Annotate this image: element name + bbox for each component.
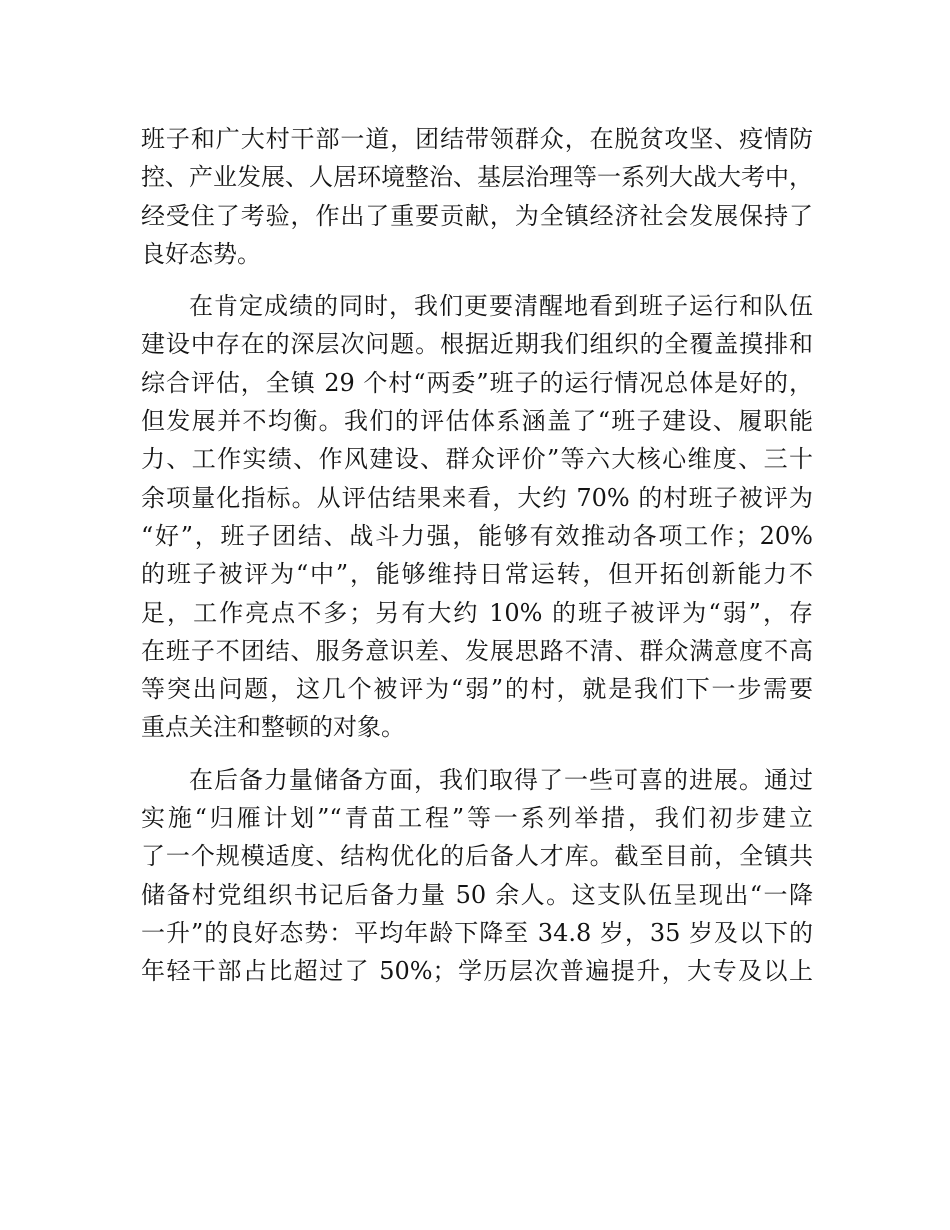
text-line: 在班子不团结、服务意识差、发展思路不清、群众满意度不高 [141, 636, 813, 665]
text-line: 但发展并不均衡。我们的评估体系涵盖了“班子建设、履职能 [141, 407, 813, 436]
text-line: 力、工作实绩、作风建设、群众评价”等六大核心维度、三十 [141, 445, 813, 474]
text-line: 的班子被评为“中”，能够维持日常运转，但开拓创新能力不 [141, 560, 813, 589]
text-line: 一升”的良好态势：平均年龄下降至 34.8 岁，35 岁及以下的 [141, 918, 813, 947]
text-line: 年轻干部占比超过了 50%；学历层次普遍提升，大专及以上 [141, 957, 813, 986]
paragraph-1 [141, 120, 813, 273]
text-line: 在肯定成绩的同时，我们更要清醒地看到班子运行和队伍 [189, 292, 813, 321]
text-line: 等突出问题，这几个被评为“弱”的村，就是我们下一步需要 [141, 675, 813, 704]
paragraph-2 [141, 287, 813, 747]
text-line: 重点关注和整顿的对象。 [141, 713, 405, 742]
text-line: 足，工作亮点不多；另有大约 10% 的班子被评为“弱”，存 [141, 598, 813, 627]
text-line: 余项量化指标。从评估结果来看，大约 70% 的村班子被评为 [141, 483, 813, 512]
text-line: 储备村党组织书记后备力量 50 余人。这支队伍呈现出“一降 [141, 880, 813, 909]
text-line: 控、产业发展、人居环境整治、基层治理等一系列大战大考中， [141, 163, 813, 192]
text-line: 经受住了考验，作出了重要贡献，为全镇经济社会发展保持了 [141, 201, 813, 230]
text-line: 建设中存在的深层次问题。根据近期我们组织的全覆盖摸排和 [141, 330, 813, 359]
text-line: 综合评估，全镇 29 个村“两委”班子的运行情况总体是好的， [141, 368, 813, 397]
body-text [141, 120, 813, 1005]
text-line: 在后备力量储备方面，我们取得了一些可喜的进展。通过 [189, 765, 813, 794]
text-line: 班子和广大村干部一道，团结带领群众，在脱贫攻坚、疫情防 [141, 125, 813, 153]
text-line: 良好态势。 [141, 239, 261, 268]
paragraph-3 [141, 761, 813, 991]
text-line: 实施“归雁计划”“青苗工程”等一系列举措，我们初步建立 [141, 804, 813, 833]
text-line: 了一个规模适度、结构优化的后备人才库。截至目前，全镇共 [141, 842, 813, 871]
text-line: “好”，班子团结、战斗力强，能够有效推动各项工作；20% [141, 521, 813, 550]
